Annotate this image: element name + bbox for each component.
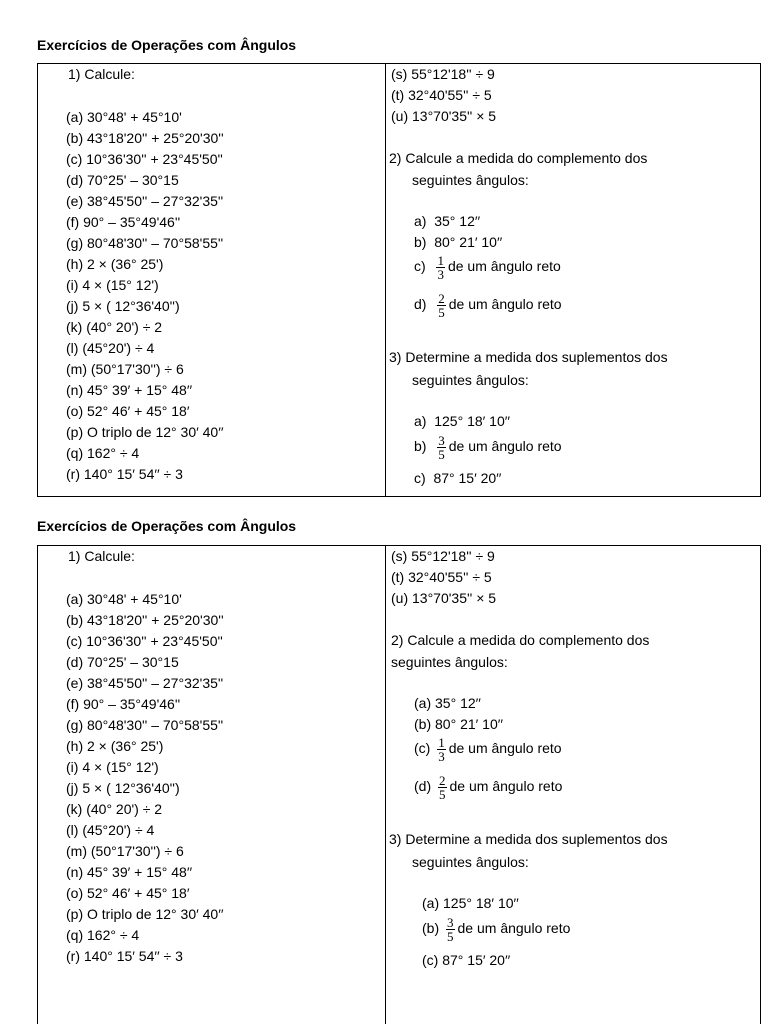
exercise-item: (d) 70°25' – 30°15 [66, 654, 179, 670]
item-value: de um ângulo reto [449, 778, 563, 795]
supplement-item [414, 434, 562, 461]
exercise-item: (a) 30°48' + 45°10' [66, 109, 182, 125]
exercise-box [37, 63, 761, 497]
exercise-item: (i) 4 × (15° 12') [66, 759, 159, 775]
item-value: 35° 12′′ [435, 695, 481, 711]
exercise-item: (i) 4 × (15° 12') [66, 277, 159, 293]
fraction [438, 774, 447, 801]
item-value: 80° 21′ 10′′ [435, 716, 503, 732]
exercise-item: (m) (50°17'30'') ÷ 6 [66, 843, 184, 859]
exercise-item: (k) (40° 20') ÷ 2 [66, 319, 163, 335]
supplement-item [422, 916, 570, 943]
fraction-numerator: 2 [438, 291, 445, 306]
exercise-item: (u) 13°70'35'' × 5 [391, 108, 497, 124]
exercise-item: (b) 43°18'20'' + 25°20'30'' [66, 130, 224, 146]
exercise-item: (u) 13°70'35'' × 5 [391, 590, 497, 606]
complement-item [414, 693, 481, 713]
exercise-item: (h) 2 × (36° 25') [66, 256, 164, 272]
complement-item [414, 292, 562, 319]
complement-item [414, 774, 562, 801]
fraction-denominator: 5 [439, 787, 446, 802]
exercise-item: (o) 52° 46′ + 45° 18′ [66, 403, 190, 419]
item-value: de um ângulo reto [448, 296, 562, 313]
item-label: b) [414, 438, 427, 455]
exercise-item: (s) 55°12'18'' ÷ 9 [391, 548, 495, 564]
question-2-heading: 2) Calcule a medida do complemento dos [391, 632, 650, 648]
item-label: a) [414, 213, 427, 229]
exercise-item: (j) 5 × ( 12°36'40'') [66, 298, 180, 314]
item-value: 125° 18′ 10′′ [434, 413, 510, 429]
complement-item [414, 736, 562, 763]
item-value: de um ângulo reto [457, 920, 571, 937]
question-3-heading: 3) Determine a medida dos suplementos dos [389, 831, 668, 847]
fraction-denominator: 3 [438, 749, 445, 764]
exercise-item: (q) 162° ÷ 4 [66, 445, 140, 461]
fraction [436, 254, 445, 281]
exercise-item: (e) 38°45'50'' – 27°32'35'' [66, 193, 224, 209]
exercise-item: (s) 55°12'18'' ÷ 9 [391, 66, 495, 82]
fraction [446, 916, 455, 943]
fraction [437, 434, 446, 461]
question-1-heading: 1) Calcule: [68, 66, 135, 82]
exercise-item: (m) (50°17'30'') ÷ 6 [66, 361, 184, 377]
exercise-item: (n) 45° 39′ + 15° 48′′ [66, 382, 193, 398]
fraction-denominator: 5 [447, 929, 454, 944]
exercise-item: (d) 70°25' – 30°15 [66, 172, 179, 188]
question-2-heading: seguintes ângulos: [412, 172, 529, 188]
supplement-item [414, 411, 510, 431]
item-value: 125° 18′ 10′′ [443, 895, 519, 911]
question-3-heading: seguintes ângulos: [412, 854, 529, 870]
exercise-item: (c) 10°36'30'' + 23°45'50'' [66, 633, 223, 649]
exercise-item: (t) 32°40'55'' ÷ 5 [391, 569, 492, 585]
question-3-heading: 3) Determine a medida dos suplementos dos [389, 349, 668, 365]
left-column [38, 546, 386, 1024]
fraction [437, 736, 446, 763]
fraction-numerator: 1 [438, 735, 445, 750]
fraction-denominator: 3 [437, 267, 444, 282]
question-1-heading: 1) Calcule: [68, 548, 135, 564]
supplement-item [422, 950, 510, 970]
exercise-item: (r) 140° 15′ 54′′ ÷ 3 [66, 466, 183, 482]
exercise-item: (e) 38°45'50'' – 27°32'35'' [66, 675, 224, 691]
worksheet-title: Exercícios de Operações com Ângulos [37, 518, 297, 534]
exercise-item: (h) 2 × (36° 25') [66, 738, 164, 754]
item-label: c) [414, 258, 426, 275]
item-value: de um ângulo reto [448, 740, 562, 757]
item-label: (b) [414, 716, 432, 732]
item-label: c) [414, 470, 426, 486]
exercise-item: (g) 80°48'30'' – 70°58'55'' [66, 235, 224, 251]
fraction-denominator: 5 [438, 447, 445, 462]
fraction-numerator: 3 [447, 915, 454, 930]
exercise-item: (p) O triplo de 12° 30′ 40′′ [66, 424, 224, 440]
item-label: d) [414, 296, 427, 313]
item-value: 35° 12′′ [434, 213, 481, 229]
item-label: (c) [422, 952, 439, 968]
question-2-heading: seguintes ângulos: [391, 654, 508, 670]
exercise-item: (l) (45°20') ÷ 4 [66, 340, 155, 356]
item-label: (a) [414, 695, 432, 711]
question-3-heading: seguintes ângulos: [412, 372, 529, 388]
fraction-numerator: 3 [438, 433, 445, 448]
exercise-item: (o) 52° 46′ + 45° 18′ [66, 885, 190, 901]
exercise-item: (j) 5 × ( 12°36'40'') [66, 780, 180, 796]
exercise-item: (f) 90° – 35°49'46'' [66, 214, 181, 230]
item-label: (c) [414, 740, 431, 757]
exercise-item: (a) 30°48' + 45°10' [66, 591, 182, 607]
item-value: 87° 15′ 20′′ [433, 470, 502, 486]
item-value: de um ângulo reto [448, 438, 562, 455]
fraction [437, 292, 446, 319]
supplement-item [422, 893, 519, 913]
item-value: 80° 21′ 10′′ [434, 234, 503, 250]
item-label: (b) [422, 920, 440, 937]
exercise-item: (p) O triplo de 12° 30′ 40′′ [66, 906, 224, 922]
item-label: b) [414, 234, 427, 250]
complement-item [414, 254, 561, 281]
fraction-numerator: 2 [439, 773, 446, 788]
exercise-item: (c) 10°36'30'' + 23°45'50'' [66, 151, 223, 167]
complement-item [414, 232, 502, 252]
fraction-denominator: 5 [438, 305, 445, 320]
exercise-item: (k) (40° 20') ÷ 2 [66, 801, 163, 817]
exercise-item: (r) 140° 15′ 54′′ ÷ 3 [66, 948, 183, 964]
fraction-numerator: 1 [437, 253, 444, 268]
exercise-item: (f) 90° – 35°49'46'' [66, 696, 181, 712]
exercise-item: (l) (45°20') ÷ 4 [66, 822, 155, 838]
exercise-item: (q) 162° ÷ 4 [66, 927, 140, 943]
exercise-item: (t) 32°40'55'' ÷ 5 [391, 87, 492, 103]
item-label: (d) [414, 778, 432, 795]
item-value: de um ângulo reto [447, 258, 561, 275]
item-label: a) [414, 413, 427, 429]
worksheet-title: Exercícios de Operações com Ângulos [37, 37, 297, 53]
item-value: 87° 15′ 20′′ [442, 952, 511, 968]
exercise-item: (g) 80°48'30'' – 70°58'55'' [66, 717, 224, 733]
exercise-item: (n) 45° 39′ + 15° 48′′ [66, 864, 193, 880]
supplement-item [414, 468, 501, 488]
complement-item [414, 714, 503, 734]
complement-item [414, 211, 480, 231]
exercise-item: (b) 43°18'20'' + 25°20'30'' [66, 612, 224, 628]
left-column [38, 64, 386, 496]
question-2-heading: 2) Calcule a medida do complemento dos [389, 150, 648, 166]
exercise-box [37, 545, 761, 1024]
item-label: (a) [422, 895, 440, 911]
